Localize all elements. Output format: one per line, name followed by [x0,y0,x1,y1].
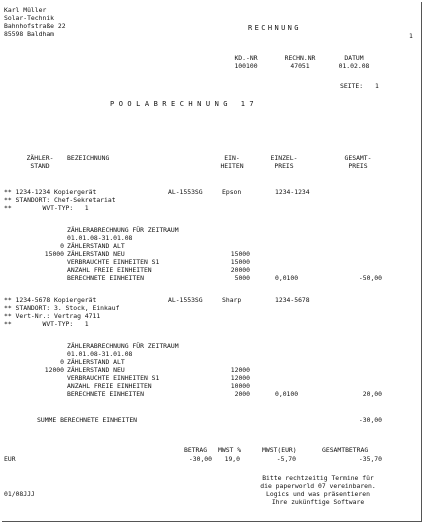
device1-units: 15000 [230,258,250,266]
device2-stand: 12000 [44,366,64,374]
device1-row-label: ZÄHLERSTAND NEU [67,250,125,258]
device1-row-label: VERBRAUCHTE EINHEITEN S1 [67,258,160,266]
col-counter-1: ZÄHLER- [26,154,54,162]
footer-note-line: Bitte rechtzeitig Termine für [262,474,374,482]
col-units-1: EIN- [224,154,240,162]
device2-contract: ** Vert-Nr.: Vertrag 4711 [4,312,101,320]
col-total-price-2: PREIS [348,162,368,170]
device1-heading: ZÄHLERABRECHNUNG FÜR ZEITRAUM [67,226,179,234]
amount-label: BETRAG [184,446,208,454]
device2-unit-price: 0,0100 [275,390,299,398]
device1-units: 15000 [230,250,250,258]
sender-street: Bahnhofstraße 22 [4,22,66,30]
device1-unit-price: 0,0100 [275,274,299,282]
device1-total: -50,00 [358,274,382,282]
footer-note-line: Logics und was präsentieren [266,490,370,498]
device2-total: 20,00 [362,390,382,398]
device1-line: ** 1234-1234 Kopiergerät [4,188,97,196]
sender-company: Solar-Technik [4,14,55,22]
device2-period: 01.01.08-31.01.08 [67,350,133,358]
device1-period: 01.01.08-31.01.08 [67,234,133,242]
device1-type: ** WVT-TYP: 1 [4,204,89,212]
device1-row-label: BERECHNETE EINHEITEN [67,274,144,282]
device2-heading: ZÄHLERABRECHNUNG FÜR ZEITRAUM [67,342,179,350]
customer-no-label: KD.-NR [234,54,258,62]
device1-model: AL-1553SG [168,188,203,196]
gross-total-value: -35,70 [358,455,382,463]
device1-units: 20000 [230,266,250,274]
sum-value: -30,00 [358,416,382,424]
invoice-no-value: 47051 [290,62,310,70]
page-number-top: 1 [409,32,413,40]
pool-billing-title: POOLABRECHNUNG 17 [110,100,259,108]
document-title: RECHNUNG [248,24,301,32]
date-value: 01.02.08 [338,62,370,70]
device1-units: 5000 [234,274,250,282]
device1-row-label: ANZAHL FREIE EINHEITEN [67,266,152,274]
col-total-price-1: GESAMT- [344,154,372,162]
sender-city: 85598 Baldham [4,30,55,38]
device1-row-label: ZÄHLERSTAND ALT [67,242,125,250]
device2-model: AL-1553SG [168,296,203,304]
device1-brand: Epson [222,188,242,196]
device2-row-label: ZÄHLERSTAND ALT [67,358,125,366]
device2-units: 12000 [230,366,250,374]
device1-serial: 1234-1234 [275,188,310,196]
vat-eur-value: -5,70 [276,455,296,463]
footer-note-line: Ihre zukünftige Software [271,498,365,506]
device2-serial: 1234-5678 [275,296,310,304]
device2-units: 10000 [230,382,250,390]
device2-units: 2000 [234,390,250,398]
page-label: SEITE: [340,82,364,90]
col-description: BEZEICHNUNG [67,154,110,162]
device2-location: ** STANDORT: 3. Stock, Einkauf [4,304,120,312]
vat-percent-label: MWST % [218,446,242,454]
device2-row-label: VERBRAUCHTE EINHEITEN S1 [67,374,160,382]
vat-eur-label: MWST(EUR) [262,446,297,454]
col-units-2: HEITEN [220,162,244,170]
device2-row-label: BERECHNETE EINHEITEN [67,390,144,398]
currency: EUR [4,455,16,463]
device2-brand: Sharp [222,296,242,304]
amount-value: -30,00 [188,455,212,463]
footer-note-line: die paperworld 07 vereinbaren. [260,482,376,490]
device1-stand: 15000 [44,250,64,258]
col-unit-price-1: EINZEL- [270,154,298,162]
footer-code: 01/08JJJ [4,490,35,498]
sum-label: SUMME BERECHNETE EINHEITEN [37,416,138,424]
gross-total-label: GESAMTBETRAG [322,446,369,454]
device2-units: 12000 [230,374,250,382]
device2-stand: 0 [60,358,64,366]
col-counter-2: STAND [30,162,50,170]
col-unit-price-2: PREIS [274,162,294,170]
page-value: 1 [375,82,379,90]
invoice-no-label: RECHN.NR [284,54,316,62]
device2-row-label: ANZAHL FREIE EINHEITEN [67,382,152,390]
device1-stand: 0 [60,242,64,250]
date-label: DATUM [344,54,364,62]
device2-line: ** 1234-5678 Kopiergerät [4,296,97,304]
vat-percent-value: 19,0 [224,455,240,463]
device2-type: ** WVT-TYP: 1 [4,320,89,328]
customer-no-value: 100100 [234,62,258,70]
device1-location: ** STANDORT: Chef-Sekretariat [4,196,116,204]
sender-name: Karl Müller [4,6,47,14]
device2-row-label: ZÄHLERSTAND NEU [67,366,125,374]
